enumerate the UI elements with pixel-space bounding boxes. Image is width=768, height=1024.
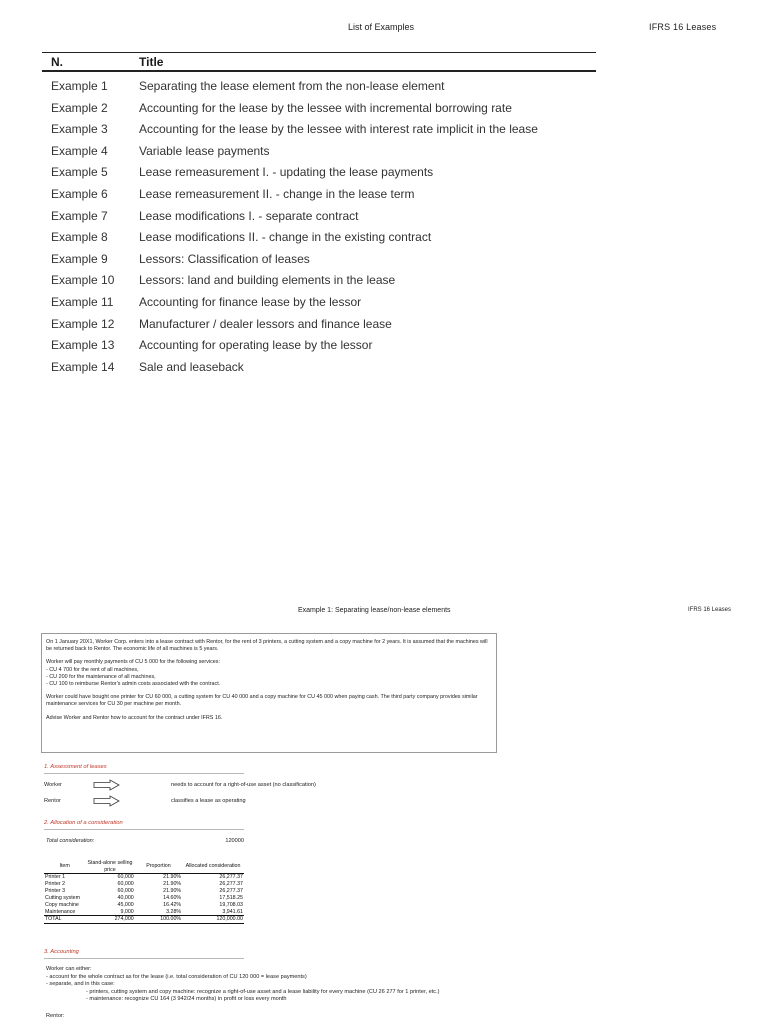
allocation-table-body xyxy=(44,874,244,924)
column-header-number: N. xyxy=(51,55,63,69)
example-row xyxy=(0,98,768,120)
right-arrow-icon xyxy=(93,779,121,791)
accounting-sub-option: - maintenance: recognize CU 164 (3 942/24 months) in profit or loss every month xyxy=(86,996,287,1003)
accounting-notes xyxy=(46,966,566,1004)
problem-statement-box xyxy=(41,633,497,753)
table-row xyxy=(44,909,244,916)
table-row xyxy=(44,874,244,881)
payment-item: - CU 200 for the maintenance of all machines, xyxy=(46,673,156,680)
assessment-text: needs to account for a right-of-use asset (no classification) xyxy=(171,782,316,788)
example-row xyxy=(0,335,768,357)
table-cell: 21.90% xyxy=(163,887,182,894)
example-row xyxy=(0,184,768,206)
example-number: Example 9 xyxy=(51,251,108,266)
payment-item: - CU 100 to reimburse Rentor's admin costs associated with the contract. xyxy=(46,681,221,688)
example-row xyxy=(0,249,768,271)
example-title: Lease modifications II. - change in the existing contract xyxy=(139,230,432,245)
problem-question: Advise Worker and Rentor how to account for the contract under IFRS 16. xyxy=(46,714,223,721)
page-title: List of Examples xyxy=(348,22,415,32)
example-row xyxy=(0,141,768,163)
example-title: Lease remeasurement I. - updating the lease payments xyxy=(139,165,434,180)
rentor-label: Rentor: xyxy=(46,1013,65,1019)
example-number: Example 14 xyxy=(51,359,115,374)
column-header: Item xyxy=(44,860,85,874)
table-row xyxy=(44,895,244,902)
problem-paragraph: Worker could have bought one printer for CU 60 000, a cutting system for CU 40 000 and a copy machine for CU 45 000 when paying cash. The third party company provides similar maintenance services for CU 30 per machine per month. xyxy=(46,694,478,708)
table-cell: 274,000 xyxy=(85,916,134,924)
table-cell: 17,518.25 xyxy=(219,894,243,901)
accounting-intro: Worker can either: xyxy=(46,966,92,972)
payments-intro: Worker will pay monthly payments of CU 5 000 for the following services: xyxy=(46,659,220,666)
section-heading-accounting: 3. Accounting xyxy=(44,949,244,959)
example-row xyxy=(0,162,768,184)
example-number: Example 11 xyxy=(51,295,114,309)
payment-item: - CU 4 700 for the rent of all machines, xyxy=(46,666,139,673)
header-right-label: IFRS 16 Leases xyxy=(649,22,717,32)
column-header: Stand-alone selling price xyxy=(85,860,134,874)
table-row xyxy=(44,902,244,909)
table-cell: Maintenance xyxy=(45,908,76,915)
example-header-right-label: IFRS 16 Leases xyxy=(688,607,732,613)
total-consideration-label: Total consideration: xyxy=(46,838,95,844)
example-number: Example 10 xyxy=(51,273,115,288)
example-row xyxy=(0,292,768,314)
example-title: Variable lease payments xyxy=(139,143,270,158)
example-number: Example 8 xyxy=(51,230,108,245)
table-cell: 16.42% xyxy=(163,901,182,908)
table-cell: 3.28% xyxy=(166,908,182,915)
example-page-title: Example 1: Separating lease/non-lease elements xyxy=(298,607,451,614)
example-number: Example 2 xyxy=(51,100,108,115)
accounting-option: - separate, and in this case: xyxy=(46,981,115,988)
table-cell: TOTAL xyxy=(44,916,85,924)
table-header-rule xyxy=(42,70,596,72)
table-cell: 26,277.37 xyxy=(219,874,243,880)
example-number: Example 13 xyxy=(51,338,115,353)
example-number: Example 12 xyxy=(51,316,115,331)
party-label: Worker xyxy=(44,782,62,788)
table-row xyxy=(44,888,244,895)
example-title: Accounting for the lease by the lessee with interest rate implicit in the lease xyxy=(139,122,538,137)
example-title: Accounting for finance lease by the lessor xyxy=(139,295,362,309)
problem-payments xyxy=(46,659,492,688)
example-number: Example 4 xyxy=(51,143,108,158)
right-arrow-icon xyxy=(93,795,121,807)
table-cell: Printer 2 xyxy=(45,880,66,887)
example-title: Accounting for operating lease by the lessor xyxy=(139,338,373,353)
example-number: Example 6 xyxy=(51,187,108,201)
table-cell: 19,708.03 xyxy=(219,901,243,908)
example-row xyxy=(0,357,768,379)
table-cell: 9,000 xyxy=(120,908,134,915)
table-cell: 3,941.61 xyxy=(222,908,243,915)
example-number: Example 1 xyxy=(51,79,108,93)
example-row xyxy=(0,314,768,336)
table-top-rule xyxy=(42,52,596,53)
example-title: Manufacturer / dealer lessors and finance lease xyxy=(139,316,392,331)
example-row xyxy=(0,76,768,98)
table-cell: Copy machine xyxy=(45,901,79,908)
example-title: Sale and leaseback xyxy=(139,359,244,374)
table-cell: Printer 1 xyxy=(45,874,66,880)
column-header-title: Title xyxy=(139,55,164,69)
example-title: Lease modifications I. - separate contract xyxy=(139,208,359,223)
table-cell: 26,277.37 xyxy=(219,880,243,887)
column-header: Proportion xyxy=(135,860,182,874)
problem-paragraph: On 1 January 20X1, Worker Corp. enters into a lease contract with Rentor, for the rent of 3 printers, a cutting system and a copy machine for 2 years. It is assumed that the machines will be returned back to Rentor. The economic life of all machines is 5 years. xyxy=(46,639,488,653)
total-consideration-value: 120000 xyxy=(225,838,244,844)
table-cell: 14.60% xyxy=(163,894,182,901)
table-row xyxy=(44,881,244,888)
allocation-table xyxy=(44,860,244,924)
assessment-text: classifies a lease as operating xyxy=(171,798,246,804)
section-heading-assessment: 1. Assessment of leases xyxy=(44,764,244,774)
table-cell: 60,000 xyxy=(117,874,134,880)
table-cell: 21.90% xyxy=(163,874,182,880)
example-row xyxy=(0,206,768,228)
table-total-row xyxy=(44,916,244,924)
example-row xyxy=(0,227,768,249)
example-title: Lessors: Classification of leases xyxy=(139,251,310,266)
table-cell: 100.00% xyxy=(135,916,182,924)
table-cell: 120,000.00 xyxy=(182,916,244,924)
table-cell: Printer 3 xyxy=(45,887,66,894)
table-cell: Cutting system xyxy=(45,894,81,901)
table-cell: 60,000 xyxy=(117,887,134,894)
example-title: Lessors: land and building elements in the lease xyxy=(139,273,396,288)
table-cell: 45,000 xyxy=(117,901,134,908)
example-number: Example 7 xyxy=(51,208,108,223)
example-row xyxy=(0,119,768,141)
table-cell: 26,277.37 xyxy=(219,887,243,894)
example-number: Example 3 xyxy=(51,122,108,137)
party-label: Rentor xyxy=(44,798,61,804)
accounting-option: - account for the whole contract as for the lease (i.e. total consideration of CU 120 000 = lease payments) xyxy=(46,973,307,980)
table-cell: 21.90% xyxy=(163,880,182,887)
table-header-row xyxy=(44,860,244,874)
example-number: Example 5 xyxy=(51,165,108,180)
accounting-sub-option: - printers, cutting system and copy machine: recognize a right-of-use asset and a lease liability for every machine (CU 26 277 for 1 printer, etc.) xyxy=(86,988,440,995)
example-row xyxy=(0,270,768,292)
example-title: Separating the lease element from the non-lease element xyxy=(139,79,445,93)
table-cell: 60,000 xyxy=(117,880,134,887)
column-header: Allocated consideration xyxy=(182,860,244,874)
table-cell: 40,000 xyxy=(117,894,134,901)
example-title: Lease remeasurement II. - change in the lease term xyxy=(139,187,415,201)
example-title: Accounting for the lease by the lessee with incremental borrowing rate xyxy=(139,100,512,115)
section-heading-allocation: 2. Allocation of a consideration xyxy=(44,820,244,830)
